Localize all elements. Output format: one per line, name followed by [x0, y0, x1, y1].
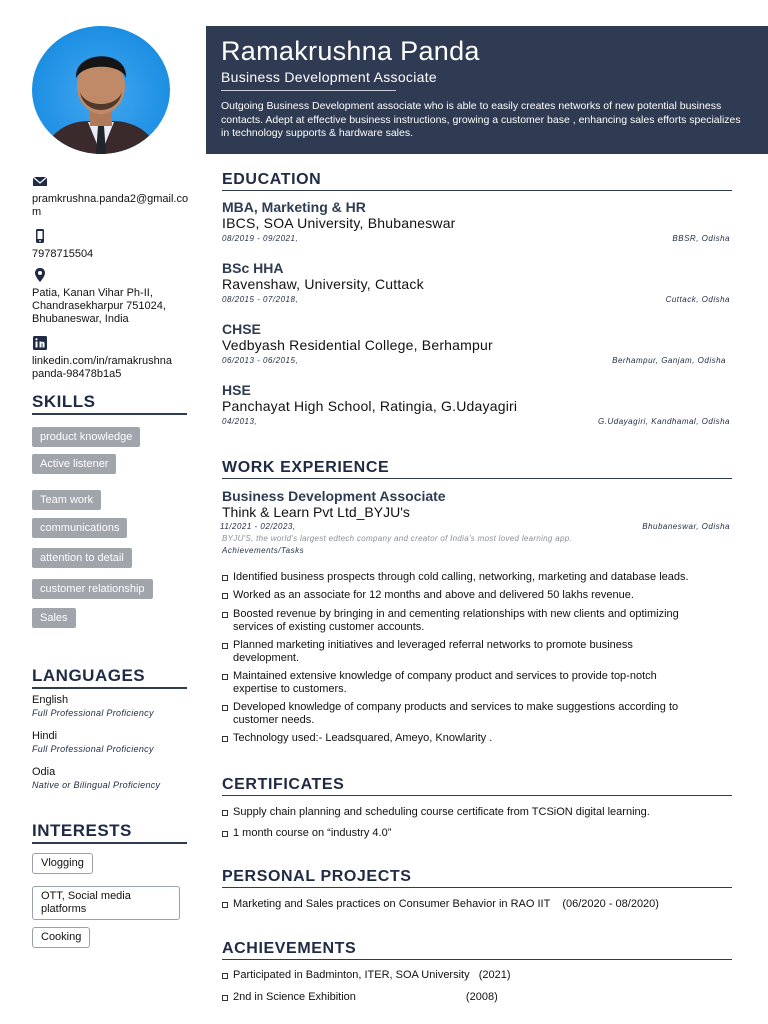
language-name: English	[32, 694, 69, 706]
skill-tag: Sales	[32, 608, 76, 628]
achievement-item	[222, 991, 732, 1004]
project-item	[222, 898, 732, 911]
bullet-text: Technology used:- Leadsquared, Ameyo, Knowlarity .	[233, 732, 493, 744]
bullet-square-icon	[222, 643, 228, 649]
edu-dates: 08/2019 - 09/2021,	[222, 234, 299, 243]
job-title: Business Development Associate	[222, 488, 446, 504]
bullet-square-icon	[222, 705, 228, 711]
bullet-text: Participated in Badminton, ITER, SOA University (2021)	[233, 969, 511, 981]
education-item	[222, 199, 730, 245]
profile-summary: Outgoing Business Development associate who is able to easily creates networks of new potential business contacts. Adept at effective business instructions, growing a customer base , enhancing sales efforts specializes in technology supports & hardware sales.	[221, 100, 741, 139]
phone-icon	[32, 228, 48, 244]
job-dates: 11/2021 - 02/2023,	[220, 522, 296, 531]
bullet-square-icon	[222, 575, 228, 581]
language-item	[32, 730, 197, 755]
edu-location: Cuttack, Odisha	[665, 295, 730, 304]
skills-heading: SKILLS	[32, 392, 187, 415]
bullet-text: Marketing and Sales practices on Consumer Behavior in RAO IIT (06/2020 - 08/2020)	[233, 898, 659, 910]
header-divider	[221, 90, 396, 91]
bullet-text: Identified business prospects through cold calling, networking, marketing and database leads.	[233, 571, 689, 583]
bullet-square-icon	[222, 593, 228, 599]
location-pin-icon	[32, 267, 48, 283]
linkedin-text: linkedin.com/in/ramakrushna panda-98478b1a5	[32, 355, 173, 380]
projects-heading: PERSONAL PROJECTS	[222, 868, 732, 888]
contact-address	[32, 267, 192, 326]
bullet-text: Worked as an associate for 12 months and above and delivered 50 lakhs revenue.	[233, 589, 634, 601]
certificate-item	[222, 827, 732, 840]
edu-dates: 04/2013,	[222, 417, 258, 426]
institution: Vedbyash Residential College, Berhampur	[222, 337, 493, 353]
language-name: Hindi	[32, 730, 58, 742]
language-name: Odia	[32, 766, 56, 778]
edu-dates: 06/2013 - 06/2015,	[222, 356, 299, 365]
work-bullet	[222, 639, 662, 665]
interest-tag: Vlogging	[32, 853, 93, 874]
bullet-square-icon	[222, 995, 228, 1001]
interest-tag: OTT, Social media platforms	[32, 886, 180, 920]
skill-tag: Active listener	[32, 454, 116, 474]
profile-photo	[32, 26, 170, 154]
header-banner	[206, 26, 768, 154]
work-bullet	[222, 670, 692, 696]
certificate-item	[222, 806, 732, 819]
skill-tag: product knowledge	[32, 427, 140, 447]
work-heading: WORK EXPERIENCE	[222, 459, 732, 479]
education-item	[222, 260, 730, 306]
work-bullet	[222, 732, 732, 745]
bullet-square-icon	[222, 902, 228, 908]
bullet-square-icon	[222, 973, 228, 979]
institution: Panchayat High School, Ratingia, G.Udayagiri	[222, 398, 518, 414]
linkedin-icon	[32, 335, 48, 351]
education-item	[222, 321, 730, 367]
work-bullet	[222, 571, 732, 584]
bullet-text: Supply chain planning and scheduling course certificate from TCSiON digital learning.	[233, 806, 650, 818]
bullet-text: Boosted revenue by bringing in and cementing relationships with new clients and optimizing services of existing customer accounts.	[233, 608, 679, 633]
bullet-text: Planned marketing initiatives and leveraged referral networks to promote business development.	[233, 639, 633, 664]
work-bullet	[222, 608, 712, 634]
job-role: Business Development Associate	[221, 69, 437, 85]
bullet-square-icon	[222, 736, 228, 742]
language-level: Native or Bilingual Proficiency	[32, 780, 161, 790]
contact-email[interactable]	[32, 173, 192, 219]
certificates-heading: CERTIFICATES	[222, 776, 732, 796]
interests-heading: INTERESTS	[32, 821, 187, 844]
bullet-text: 1 month course on “industry 4.0”	[233, 827, 392, 839]
skill-tag: attention to detail	[32, 548, 132, 568]
edu-location: G.Udayagiri, Kandhamal, Odisha	[598, 417, 730, 426]
bullet-square-icon	[222, 674, 228, 680]
bullet-square-icon	[222, 810, 228, 816]
skill-tag: Team work	[32, 490, 101, 510]
bullet-text: 2nd in Science Exhibition (2008)	[233, 991, 498, 1003]
degree: CHSE	[222, 321, 261, 337]
skill-tag: communications	[32, 518, 127, 538]
address-text: Patia, Kanan Vihar Ph-II, Chandrasekharpur 751024, Bhubaneswar, India	[32, 287, 166, 325]
language-item	[32, 766, 197, 791]
edu-location: Berhampur, Ganjam, Odisha	[612, 356, 726, 365]
skill-tag: customer relationship	[32, 579, 153, 599]
institution: IBCS, SOA University, Bhubaneswar	[222, 215, 456, 231]
language-item	[32, 694, 197, 719]
phone-text: 7978715504	[32, 248, 94, 260]
degree: MBA, Marketing & HR	[222, 199, 366, 215]
work-bullet	[222, 589, 732, 602]
company-description: BYJU'S, the world's largest edtech company and creator of India's most loved learning app.	[222, 534, 572, 543]
bullet-square-icon	[222, 612, 228, 618]
left-column	[0, 0, 200, 1024]
contact-linkedin[interactable]	[32, 335, 192, 381]
job-entry	[222, 488, 730, 557]
edu-location: BBSR, Odisha	[672, 234, 730, 243]
email-text: pramkrushna.panda2@gmail.com	[32, 193, 189, 218]
edu-dates: 08/2015 - 07/2018,	[222, 295, 299, 304]
achievements-label: Achievements/Tasks	[222, 546, 305, 555]
education-heading: EDUCATION	[222, 171, 732, 191]
company-name: Think & Learn Pvt Ltd_BYJU's	[222, 504, 410, 520]
envelope-icon	[32, 173, 48, 189]
bullet-text: Developed knowledge of company products and services to make suggestions according to customer needs.	[233, 701, 679, 726]
bullet-square-icon	[222, 831, 228, 837]
contact-phone[interactable]	[32, 228, 192, 261]
institution: Ravenshaw, University, Cuttack	[222, 276, 424, 292]
language-level: Full Professional Proficiency	[32, 708, 154, 718]
language-level: Full Professional Proficiency	[32, 744, 154, 754]
job-location: Bhubaneswar, Odisha	[642, 522, 730, 531]
interest-tag: Cooking	[32, 927, 90, 948]
degree: BSc HHA	[222, 260, 284, 276]
bullet-text: Maintained extensive knowledge of company product and services to provide top-notch expertise to customers.	[233, 670, 657, 695]
achievements-heading: ACHIEVEMENTS	[222, 940, 732, 960]
full-name: Ramakrushna Panda	[221, 36, 480, 66]
degree: HSE	[222, 382, 251, 398]
achievement-item	[222, 969, 732, 982]
education-item	[222, 382, 730, 428]
work-bullet	[222, 701, 712, 727]
languages-heading: LANGUAGES	[32, 666, 187, 689]
